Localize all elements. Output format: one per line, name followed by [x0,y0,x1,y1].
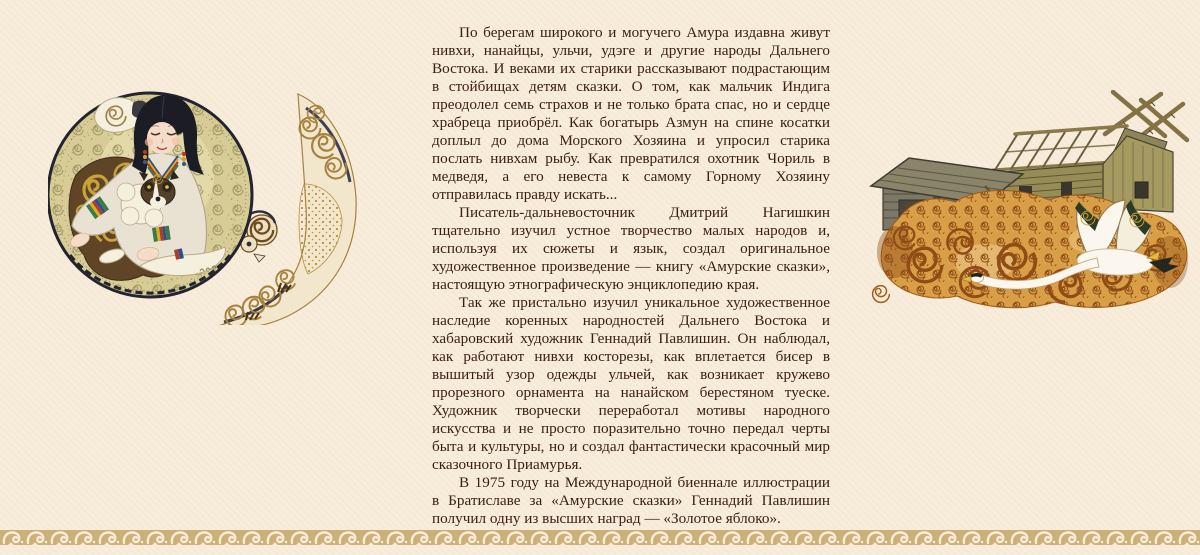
paragraph-intro: По берегам широкого и могучего Амура издавна живут нивхи, нанайцы, ульчи, удэге и другие народы Дальнего Востока. И веками их старики рассказывают подрастающим в стойбищах детям сказки. О том, как мальчик Индига преодолел семь страхов и не только брата спас, но и сердце храбреца приобрёл. Как богатырь Азмун на спине косатки доплыл до дома Морского Хозяина и упросил старика послать нивхам рыбу. Как превратился охотник Чориль в медведя, а его невеста к самому Горному Хозяину отправилась правду искать... [432,24,830,203]
log-houses-swan-illustration [865,90,1200,315]
paragraph-award: В 1975 году на Международной биеннале иллюстрации в Братиславе за «Амурские сказки» Геннадий Павлишин получил одну из высших наград — «Золотое яблоко». [432,474,830,527]
text-column [432,24,830,528]
girl-with-dog-illustration [48,80,363,325]
ornamental-scroll-border [0,530,1200,545]
girl-cuff-right [152,226,171,242]
paragraph-writer: Писатель-дальневосточник Дмитрий Нагишкин тщательно изучил устное творчество малых народов и, используя их сюжеты и язык, создал оригинальное художественное произведение — книгу «Амурские сказки», настоящую этнографическую энциклопедию края. [432,204,830,293]
house-window [1135,182,1148,198]
paragraph-artist: Так же пристально изучил уникальное художественное наследие коренных народностей Дальнего Востока и хабаровский художник Геннадий Павлишин. Он наблюдал, как работают нивхи косторезы, как вплетается бисер в вышитый узор одежды ульчей, как возникает кружево прорезного орнамента на нанайском берестяном туеске. Художник творчески переработал мотивы народного искусства и не просто поразительно точно передал черты быта и культуры, но и создал фантастически красочный мир сказочного Приамурья. [432,294,830,473]
